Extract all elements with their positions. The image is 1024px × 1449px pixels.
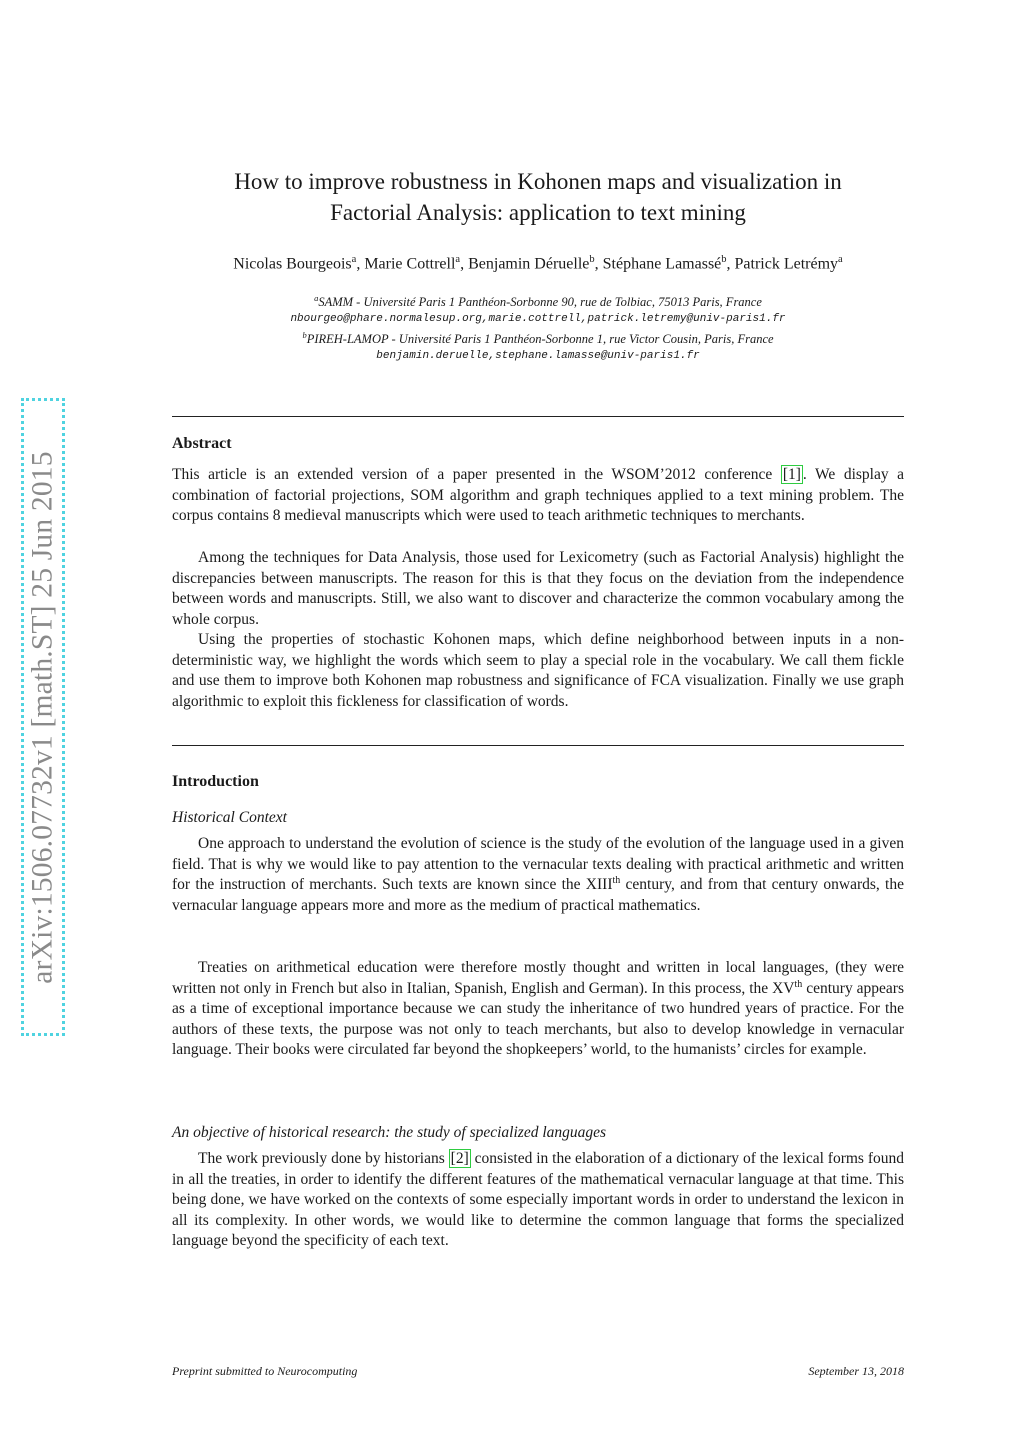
specialized-languages-subheading: An objective of historical research: the study of specialized languages — [172, 1124, 607, 1141]
arxiv-identifier-text: arXiv:1506.07732v1 [math.ST] 25 Jun 2015 — [26, 450, 59, 984]
author-affiliation-mark: a — [455, 254, 461, 265]
author-name: Marie Cottrell — [364, 255, 456, 273]
affiliation-text: PIREH-LAMOP - Université Paris 1 Panthéon-Sorbonne 1, rue Victor Cousin, Paris, France — [306, 332, 774, 347]
intro-p1-text-cont: century, and from that century onwards, the vernacular language appears more and more as the medium of practical mathematics. — [172, 876, 904, 914]
author-name: Nicolas Bourgeois — [233, 255, 352, 273]
author-affiliation-mark: b — [721, 254, 727, 265]
superscript-th: th — [794, 978, 803, 990]
superscript-th: th — [612, 875, 621, 887]
author-list: Nicolas Bourgeois$^a$, Marie Cottrell$^a$, Benjamin Déruelle$^b$, Stéphane Lamassé$^b$, Patrick Letrémy$^a$ — [233, 254, 843, 273]
title-line-2: Factorial Analysis: application to text mining — [330, 200, 746, 225]
abstract-heading: Abstract — [172, 435, 232, 452]
footer-date: September 13, 2018 — [808, 1364, 904, 1378]
introduction-heading: Introduction — [172, 773, 259, 790]
author-affiliation-mark: b — [589, 254, 595, 265]
abstract-bottom-rule — [172, 745, 904, 746]
abstract-paragraph-3: Using the properties of stochastic Kohonen maps, which define neighborhood between inputs in a non-deterministic way, we highlight the words which seem to play a special role in the vocabulary. We call them fickle and use them to improve both Kohonen map robustness and significance of FCA visualization. Finally we use graph algorithmic to exploit this fickleness for classification of words. — [172, 631, 904, 710]
affiliation-a-emails: nbourgeo@phare.normalesup.org,marie.cottrell,patrick.letremy@univ-paris1.fr — [290, 312, 786, 325]
author-name: Stéphane Lamassé — [602, 255, 722, 273]
affiliation-text: SAMM - Université Paris 1 Panthéon-Sorbonne 90, rue de Tolbiac, 75013 Paris, France — [318, 295, 762, 310]
affiliation-a — [120, 290, 956, 311]
abstract-paragraph-1 — [172, 465, 904, 527]
intro-p2-text-cont: century appears as a time of exceptional importance because we can study the inheritance of two hundred years of practice. For the authors of these texts, the purpose was not only to teach merchants, but also to develop knowledge in vernacular language. Their books were circulated far beyond the shopkeepers’ world, to the humanists’ circles for example. — [172, 979, 904, 1059]
abstract-p1-text-cont: . We display a combination of factorial projections, SOM algorithm and graph techniques applied to a text mining problem. The corpus contains 8 medieval manuscripts which were used to teach arithmetic techniques to merchants. — [172, 466, 904, 525]
author-affiliation-mark: a — [351, 254, 357, 265]
introduction-paragraph-3 — [172, 1149, 904, 1252]
citation-link-1[interactable]: [1] — [782, 466, 801, 483]
affiliation-mark: a — [314, 293, 319, 303]
intro-p2-text: Treaties on arithmetical education were therefore mostly thought and written in local languages, (they were written not only in French but also in Italian, Spanish, English and German). In this process, the XV — [172, 959, 904, 997]
footer-preprint-note: Preprint submitted to Neurocomputing — [172, 1364, 358, 1378]
author-affiliation-mark: a — [838, 254, 843, 265]
affiliation-mark: b — [302, 330, 307, 341]
abstract-p1-text: This article is an extended version of a paper presented in the WSOM’2012 conference — [172, 466, 781, 483]
abstract-paragraph-2: Among the techniques for Data Analysis, those used for Lexicometry (such as Factorial Analysis) highlight the discrepancies between manuscripts. The reason for this is that they focus on the deviation from the independence between words and manuscripts. Still, we also want to discover and characterize the common vocabulary among the whole corpus. — [172, 549, 904, 628]
title-line-1: How to improve robustness in Kohonen maps and visualization in — [234, 169, 842, 194]
affiliation-b — [120, 327, 956, 348]
abstract-top-rule — [172, 416, 904, 417]
citation-link-2[interactable]: [2] — [450, 1150, 469, 1167]
author-name: Benjamin Déruelle — [468, 255, 590, 273]
introduction-paragraph-2 — [172, 958, 904, 1061]
arxiv-identifier-stamp — [21, 398, 65, 1036]
intro-p3-text: The work previously done by historians — [198, 1150, 449, 1167]
paper-title — [172, 166, 904, 228]
author-name: Patrick Letrémy — [734, 255, 839, 273]
affiliations — [120, 290, 956, 364]
historical-context-subheading: Historical Context — [172, 809, 287, 826]
intro-p1-text: One approach to understand the evolution of science is the study of the evolution of the language used in a given field. That is why we would like to pay attention to the vernacular texts dealing with practical arithmetic and written for the instruction of merchants. Such texts are known since the XIII — [172, 835, 904, 894]
intro-p3-text-cont: consisted in the elaboration of a dictionary of the lexical forms found in all the treaties, in order to identify the different features of the mathematical vernacular language at that time. This being done, we have worked on the contexts of some especially important words in order to understand the lexicon in all its complexity. In other words, we would like to determine the common language that forms the specialized language beyond the specificity of each text. — [172, 1150, 904, 1250]
introduction-paragraph-1 — [172, 834, 904, 916]
affiliation-b-emails: benjamin.deruelle,stephane.lamasse@univ-paris1.fr — [376, 349, 700, 362]
